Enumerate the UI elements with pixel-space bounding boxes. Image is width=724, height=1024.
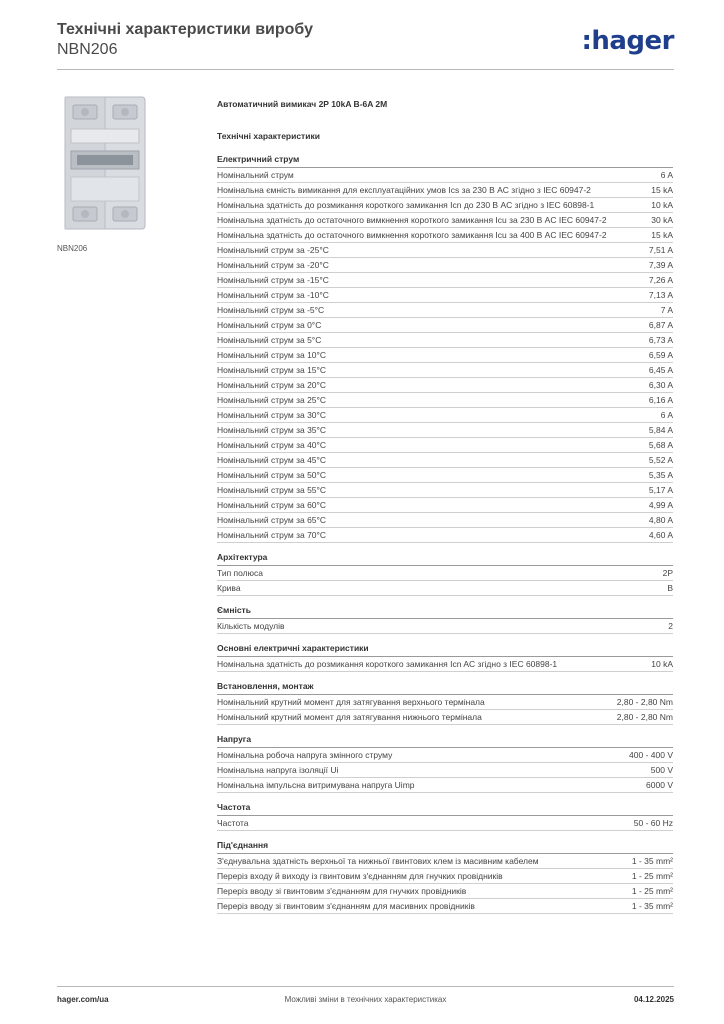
spec-row: [217, 198, 673, 213]
spec-row: [217, 884, 673, 899]
spec-section: [217, 801, 673, 831]
spec-label: Кількість модулів: [217, 621, 285, 631]
spec-row: [217, 348, 673, 363]
spec-value: 7,39 A: [648, 260, 673, 270]
spec-section: [217, 642, 673, 672]
spec-row: [217, 378, 673, 393]
spec-value: 7,26 A: [648, 275, 673, 285]
page-title: Технічні характеристики виробу: [57, 21, 313, 38]
spec-label: Номінальний струм за 25°C: [217, 395, 327, 405]
spec-row: [217, 498, 673, 513]
section-title: Напруга: [217, 733, 673, 748]
spec-row: [217, 748, 673, 763]
spec-value: 15 kA: [651, 185, 673, 195]
spec-label: Номінальний струм за 40°C: [217, 440, 327, 450]
spec-label: Номінальний струм за 5°C: [217, 335, 322, 345]
spec-label: З'єднувальна здатність верхньої та нижньої гвинтових клем із масивним кабелем: [217, 856, 539, 866]
spec-row: [217, 408, 673, 423]
spec-section: [217, 604, 673, 634]
spec-label: Номінальний струм за 65°C: [217, 515, 327, 525]
spec-row: [217, 468, 673, 483]
spec-row: [217, 763, 673, 778]
spec-label: Переріз вводу зі гвинтовим з'єднанням для гнучких провідників: [217, 886, 467, 896]
section-title: Під'єднання: [217, 839, 673, 854]
spec-value: 6000 V: [646, 780, 673, 790]
section-title: Ємність: [217, 604, 673, 619]
spec-value: 6,59 A: [648, 350, 673, 360]
spec-label: Тип полюса: [217, 568, 263, 578]
spec-value: 4,80 A: [648, 515, 673, 525]
spec-value: 5,17 A: [648, 485, 673, 495]
spec-label: Номінальний струм за 30°C: [217, 410, 327, 420]
spec-row: [217, 213, 673, 228]
spec-value: 7,13 A: [648, 290, 673, 300]
header-divider: [57, 69, 674, 70]
spec-section: [217, 551, 673, 596]
spec-label: Номінальна здатність до остаточного вимкнення короткого замикання Icu за 230 В AC IEC 60947-2: [217, 215, 607, 225]
spec-value: 400 - 400 V: [629, 750, 673, 760]
spec-value: 6,73 A: [648, 335, 673, 345]
spec-row: [217, 318, 673, 333]
spec-label: Номінальна здатність до остаточного вимкнення короткого замикання Icu за 400 В AC IEC 60947-2: [217, 230, 607, 240]
spec-value: 4,60 A: [648, 530, 673, 540]
spec-value: 2,80 - 2,80 Nm: [616, 712, 673, 722]
spec-label: Номінальний струм за 70°C: [217, 530, 327, 540]
spec-value: 2P: [662, 568, 673, 578]
spec-value: 6,45 A: [648, 365, 673, 375]
spec-label: Номінальна імпульсна витримувана напруга Uimp: [217, 780, 415, 790]
spec-label: Номінальна напруга ізоляції Ui: [217, 765, 339, 775]
spec-label: Частота: [217, 818, 249, 828]
spec-value: 2,80 - 2,80 Nm: [616, 697, 673, 707]
spec-value: B: [667, 583, 673, 593]
spec-row: [217, 183, 673, 198]
hager-logo: :hager: [581, 26, 674, 56]
spec-row: [217, 303, 673, 318]
spec-row: [217, 258, 673, 273]
spec-row: [217, 710, 673, 725]
spec-value: 10 kA: [651, 200, 673, 210]
footer-date: 04.12.2025: [633, 995, 674, 1004]
spec-row: [217, 899, 673, 914]
section-title: Встановлення, монтаж: [217, 680, 673, 695]
spec-label: Номінальна ємність вимикання для експлуатаційних умов Ics за 230 В AC згідно з IEC 60947-2: [217, 185, 591, 195]
spec-value: 1 - 25 mm²: [631, 886, 673, 896]
spec-value: 5,52 A: [648, 455, 673, 465]
spec-label: Номінальний струм за 15°C: [217, 365, 327, 375]
section-title: Архітектура: [217, 551, 673, 566]
spec-value: 6 A: [660, 170, 673, 180]
spec-value: 500 V: [650, 765, 673, 775]
spec-label: Номінальний струм за -10°C: [217, 290, 329, 300]
spec-section: [217, 680, 673, 725]
spec-row: [217, 288, 673, 303]
spec-label: Номінальний струм за 10°C: [217, 350, 327, 360]
spec-value: 6,87 A: [648, 320, 673, 330]
section-title: Основні електричні характеристики: [217, 642, 673, 657]
spec-value: 1 - 25 mm²: [631, 871, 673, 881]
spec-label: Номінальний крутний момент для затягування верхнього термінала: [217, 697, 485, 707]
spec-value: 1 - 35 mm²: [631, 901, 673, 911]
specs-heading: Технічні характеристики: [217, 131, 320, 141]
spec-label: Номінальний струм за 35°C: [217, 425, 327, 435]
spec-value: 4,99 A: [648, 500, 673, 510]
footer-divider: [57, 986, 674, 987]
spec-section: [217, 839, 673, 914]
image-caption: NBN206: [57, 244, 88, 253]
spec-row: [217, 695, 673, 710]
spec-value: 7 A: [660, 305, 673, 315]
section-title: Електричний струм: [217, 153, 673, 168]
spec-label: Номінальний струм за 45°C: [217, 455, 327, 465]
spec-value: 6,30 A: [648, 380, 673, 390]
footer-url[interactable]: hager.com/ua: [57, 995, 109, 1004]
spec-label: Номінальний струм за -5°C: [217, 305, 325, 315]
product-image: [57, 93, 201, 233]
spec-row: [217, 528, 673, 543]
spec-row: [217, 363, 673, 378]
spec-label: Номінальний струм: [217, 170, 294, 180]
spec-label: Номінальна робоча напруга змінного струму: [217, 750, 393, 760]
spec-label: Номінальний струм за 0°C: [217, 320, 322, 330]
page-footer: [57, 989, 674, 1009]
spec-label: Номінальна здатність до розмикання короткого замикання Icn до 230 В AC згідно з IEC 60898-1: [217, 200, 595, 210]
spec-row: [217, 168, 673, 183]
spec-label: Номінальний струм за -20°C: [217, 260, 329, 270]
spec-value: 6,16 A: [648, 395, 673, 405]
spec-row: [217, 513, 673, 528]
spec-row: [217, 869, 673, 884]
spec-row: [217, 228, 673, 243]
product-code: NBN206: [57, 41, 118, 58]
spec-value: 10 kA: [651, 659, 673, 669]
spec-value: 30 kA: [651, 215, 673, 225]
spec-label: Переріз входу й виходу із гвинтовим з'єднанням для гнучких провідників: [217, 871, 503, 881]
spec-row: [217, 453, 673, 468]
spec-label: Переріз вводу зі гвинтовим з'єднанням для масивних провідників: [217, 901, 475, 911]
spec-label: Номінальний струм за 55°C: [217, 485, 327, 495]
spec-label: Номінальний струм за -15°C: [217, 275, 329, 285]
spec-value: 5,68 A: [648, 440, 673, 450]
spec-section: [217, 153, 673, 543]
page-header: [57, 20, 674, 68]
spec-label: Номінальний струм за -25°C: [217, 245, 329, 255]
spec-label: Крива: [217, 583, 241, 593]
product-name: Автоматичний вимикач 2P 10kA B-6A 2M: [217, 99, 388, 109]
spec-value: 2: [668, 621, 673, 631]
spec-value: 50 - 60 Hz: [633, 818, 673, 828]
spec-row: [217, 778, 673, 793]
spec-label: Номінальний крутний момент для затягування нижнього термінала: [217, 712, 482, 722]
spec-row: [217, 423, 673, 438]
spec-row: [217, 581, 673, 596]
spec-row: [217, 243, 673, 258]
spec-label: Номінальна здатність до розмикання короткого замикання Icn AC згідно з IEC 60898-1: [217, 659, 558, 669]
spec-value: 6 A: [660, 410, 673, 420]
spec-section: [217, 733, 673, 793]
spec-value: 1 - 35 mm²: [631, 856, 673, 866]
spec-label: Номінальний струм за 20°C: [217, 380, 327, 390]
spec-row: [217, 657, 673, 672]
spec-row: [217, 816, 673, 831]
spec-value: 5,35 A: [648, 470, 673, 480]
spec-content: [217, 97, 673, 914]
spec-value: 5,84 A: [648, 425, 673, 435]
spec-row: [217, 273, 673, 288]
footer-note: Можливі зміни в технічних характеристиках: [284, 995, 447, 1004]
spec-row: [217, 619, 673, 634]
spec-value: 15 kA: [651, 230, 673, 240]
spec-label: Номінальний струм за 50°C: [217, 470, 327, 480]
spec-row: [217, 333, 673, 348]
spec-row: [217, 438, 673, 453]
spec-value: 7,51 A: [648, 245, 673, 255]
spec-label: Номінальний струм за 60°C: [217, 500, 327, 510]
spec-row: [217, 566, 673, 581]
spec-sections: [217, 153, 673, 914]
spec-row: [217, 854, 673, 869]
spec-row: [217, 483, 673, 498]
section-title: Частота: [217, 801, 673, 816]
spec-row: [217, 393, 673, 408]
